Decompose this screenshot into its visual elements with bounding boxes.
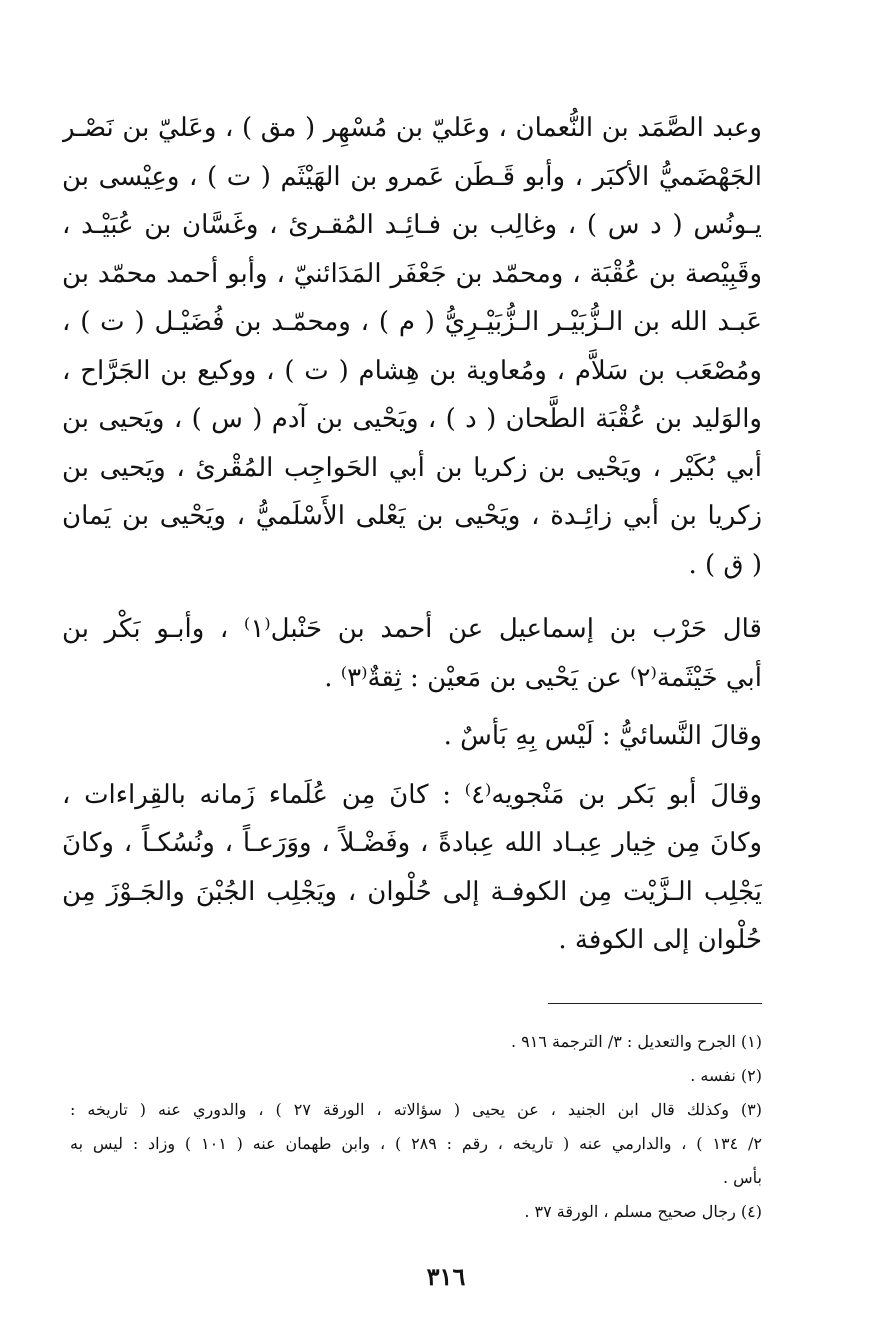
text-line: والوَليد بن عُقْبَة الطَّحان ( د ) ، ويَحْيى بن آدم ( س ) ، ويَحيى بن bbox=[62, 404, 762, 434]
text-line: عَبـد الله بن الـزُّبَيْـر الـزُّبَيْـرِيُّ ( م ) ، ومحمّـد بن فُضَيْـل ( ت ) ، bbox=[62, 307, 762, 337]
main-text bbox=[62, 104, 762, 965]
text-line: ومُصْعَب بن سَلاَّم ، ومُعاوية بن هِشام ( ت ) ، ووكيع بن الجَرَّاح ، bbox=[62, 355, 762, 386]
text-line: وقَبِيْصة بن عُقْبَة ، ومحمّد بن جَعْفَر المَدَائنيّ ، وأبو أحمد محمّد بن bbox=[62, 258, 762, 289]
text-line: حُلْوان إلى الكوفة . bbox=[558, 925, 762, 955]
footnotes bbox=[70, 1025, 762, 1229]
text-line: ( ق ) . bbox=[688, 549, 762, 580]
text-line: قال حَرْب بن إسماعيل عن أحمد بن حَنْبل⁽١⁾ ، وأبـو بَكْر بن bbox=[62, 614, 762, 644]
text-line: وعبد الصَّمَد بن النُّعمان ، وعَليّ بن مُسْهِر ( مق ) ، وعَليّ بن نَصْـر bbox=[62, 113, 762, 143]
footnote-3-line: ٢/ ١٣٤ ) ، والدارمي عنه ( تاريخه ، رقم : ٢٨٩ ) ، وابن طهمان عنه ( ١٠١ ) وزاد : ليس به bbox=[70, 1134, 762, 1153]
text-line: يـونُس ( د س ) ، وغالِب بن فـائِـد المُقـرئ ، وغَسَّان بن عُبَيْـد ، bbox=[62, 210, 762, 240]
text-line: يَجْلِب الـزَّيْت مِن الكوفـة إلى حُلْوان ، ويَجْلِب الجُبْنَ والجَـوْزَ مِن bbox=[62, 876, 762, 907]
paragraph-nasai-quote bbox=[62, 712, 762, 761]
text-line: أبي خَيْثَمة⁽٢⁾ عن يَحْيى بن مَعيْن : ثِقةٌ⁽٣⁾ . bbox=[324, 662, 762, 693]
paragraph-harb-quote bbox=[62, 605, 762, 702]
paragraph-manjawayh-quote bbox=[62, 771, 762, 965]
text-line: الجَهْضَميُّ الأكبَر ، وأبو قَـطَن عَمرو بن الهَيْثَم ( ت ) ، وعِيْسى بن bbox=[62, 161, 762, 192]
text-line: زكريا بن أبي زائِـدة ، ويَحْيى بن يَعْلى الأَسْلَميُّ ، ويَحْيى بن يَمان bbox=[62, 501, 762, 531]
footnote-3-line: بأس . bbox=[722, 1168, 762, 1187]
page-number: ٣١٦ bbox=[426, 1262, 466, 1291]
text-line: أبي بُكَيْر ، ويَحْيى بن زكريا بن أبي الحَواجِب المُقْرئ ، ويَحيى بن bbox=[62, 452, 762, 483]
footnote-separator bbox=[548, 1003, 762, 1004]
text-line: وكانَ مِن خِيار عِبـاد الله عِبادةً ، وفَضْـلاً ، ووَرَعـاً ، ونُسُكـاً ، وكانَ bbox=[62, 828, 762, 858]
footnote-2: (٢) نفسه . bbox=[690, 1066, 762, 1085]
footnote-4: (٤) رجال صحيح مسلم ، الورقة ٣٧ . bbox=[524, 1202, 762, 1221]
text-line: وقالَ أبو بَكر بن مَنْجويه⁽٤⁾ : كانَ مِن عُلَماء زَمانه بالقِراءات ، bbox=[62, 779, 762, 810]
paragraph-narrators bbox=[62, 104, 762, 589]
text-line: وقالَ النَّسائيُّ : لَيْس بِهِ بَأسٌ . bbox=[443, 721, 762, 751]
footnote-3-line: (٣) وكذلك قال ابن الجنيد ، عن يحيى ( سؤالاته ، الورقة ٢٧ ) ، والدوري عنه ( تاريخه : bbox=[70, 1100, 762, 1119]
footnote-1: (١) الجرح والتعديل : ٣/ الترجمة ٩١٦ . bbox=[511, 1032, 762, 1051]
